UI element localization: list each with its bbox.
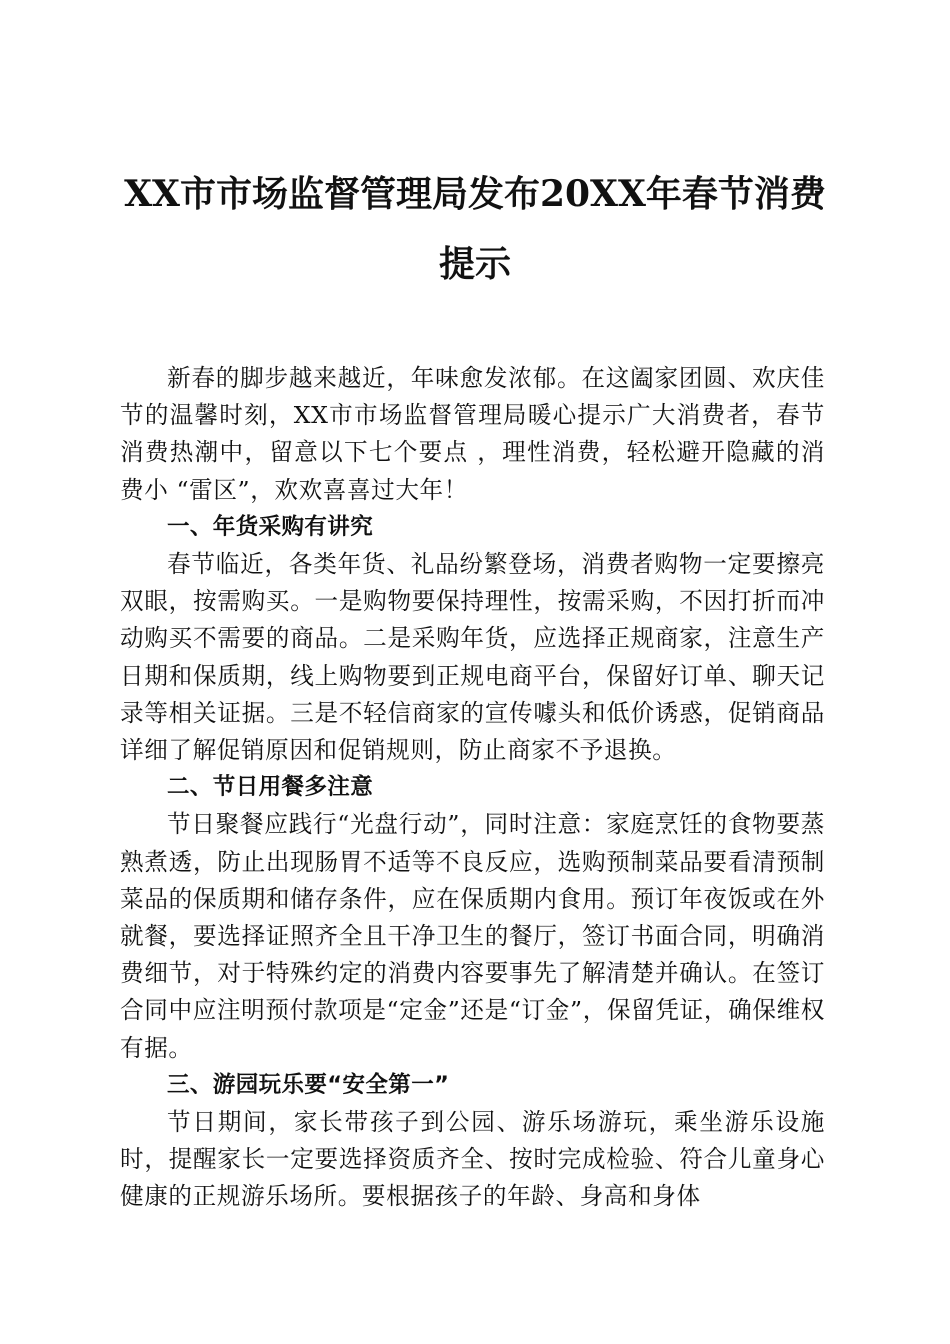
document-title-line-2: 提示 (438, 243, 511, 285)
section-paragraph-1: 春节临近，各类年货、礼品纷繁登场，消费者购物一定要擦亮双眼，按需购买。一是购物要保持理性，按需采购，不因打折而冲动购买不需要的商品。二是采购年货，应选择正规商家，注意生产日期和保质期，线上购物要到正规电商平台，保留好订单、聊天记录等相关证据。三是不轻信商家的宣传噱头和低价诱惑，促销商品详细了解促销原因和促销规则，防止商家不予退换。 (120, 550, 825, 765)
section-heading-1: 一、年货采购有讲究 (167, 513, 374, 540)
section-heading-3: 三、游园玩乐要“安全第一” (167, 1071, 450, 1098)
document-body (120, 360, 825, 1216)
intro-paragraph: 新春的脚步越来越近，年味愈发浓郁。在这阖家团圆、欢庆佳节的温馨时刻，XX市市场监督管理局暖心提示广大消费者，春节消费热潮中，留意以下七个要点 ，理性消费，轻松避开隐藏的消费小 “雷区”，欢欢喜喜过大年！ (120, 364, 825, 504)
section-paragraph-2: 节日聚餐应践行“光盘行动”，同时注意：家庭烹饪的食物要蒸熟煮透，防止出现肠胃不适等不良反应，选购预制菜品要看清预制菜品的保质期和储存条件，应在保质期内食用。预订年夜饭或在外就餐，要选择证照齐全且干净卫生的餐厅，签订书面合同，明确消费细节，对于特殊约定的消费内容要事先了解清楚并确认。在签订合同中应注明预付款项是“定金”还是“订金”，保留凭证，确保维权有据。 (120, 810, 825, 1062)
section-paragraph-3: 节日期间，家长带孩子到公园、游乐场游玩，乘坐游乐设施时，提醒家长一定要选择资质齐全、按时完成检验、符合儿童身心健康的正规游乐场所。要根据孩子的年龄、身高和身体 (120, 1108, 825, 1211)
document-title-line-1: XX市市场监督管理局发布20XX年春节消费 (124, 173, 826, 215)
section-heading-2: 二、节日用餐多注意 (167, 774, 374, 801)
